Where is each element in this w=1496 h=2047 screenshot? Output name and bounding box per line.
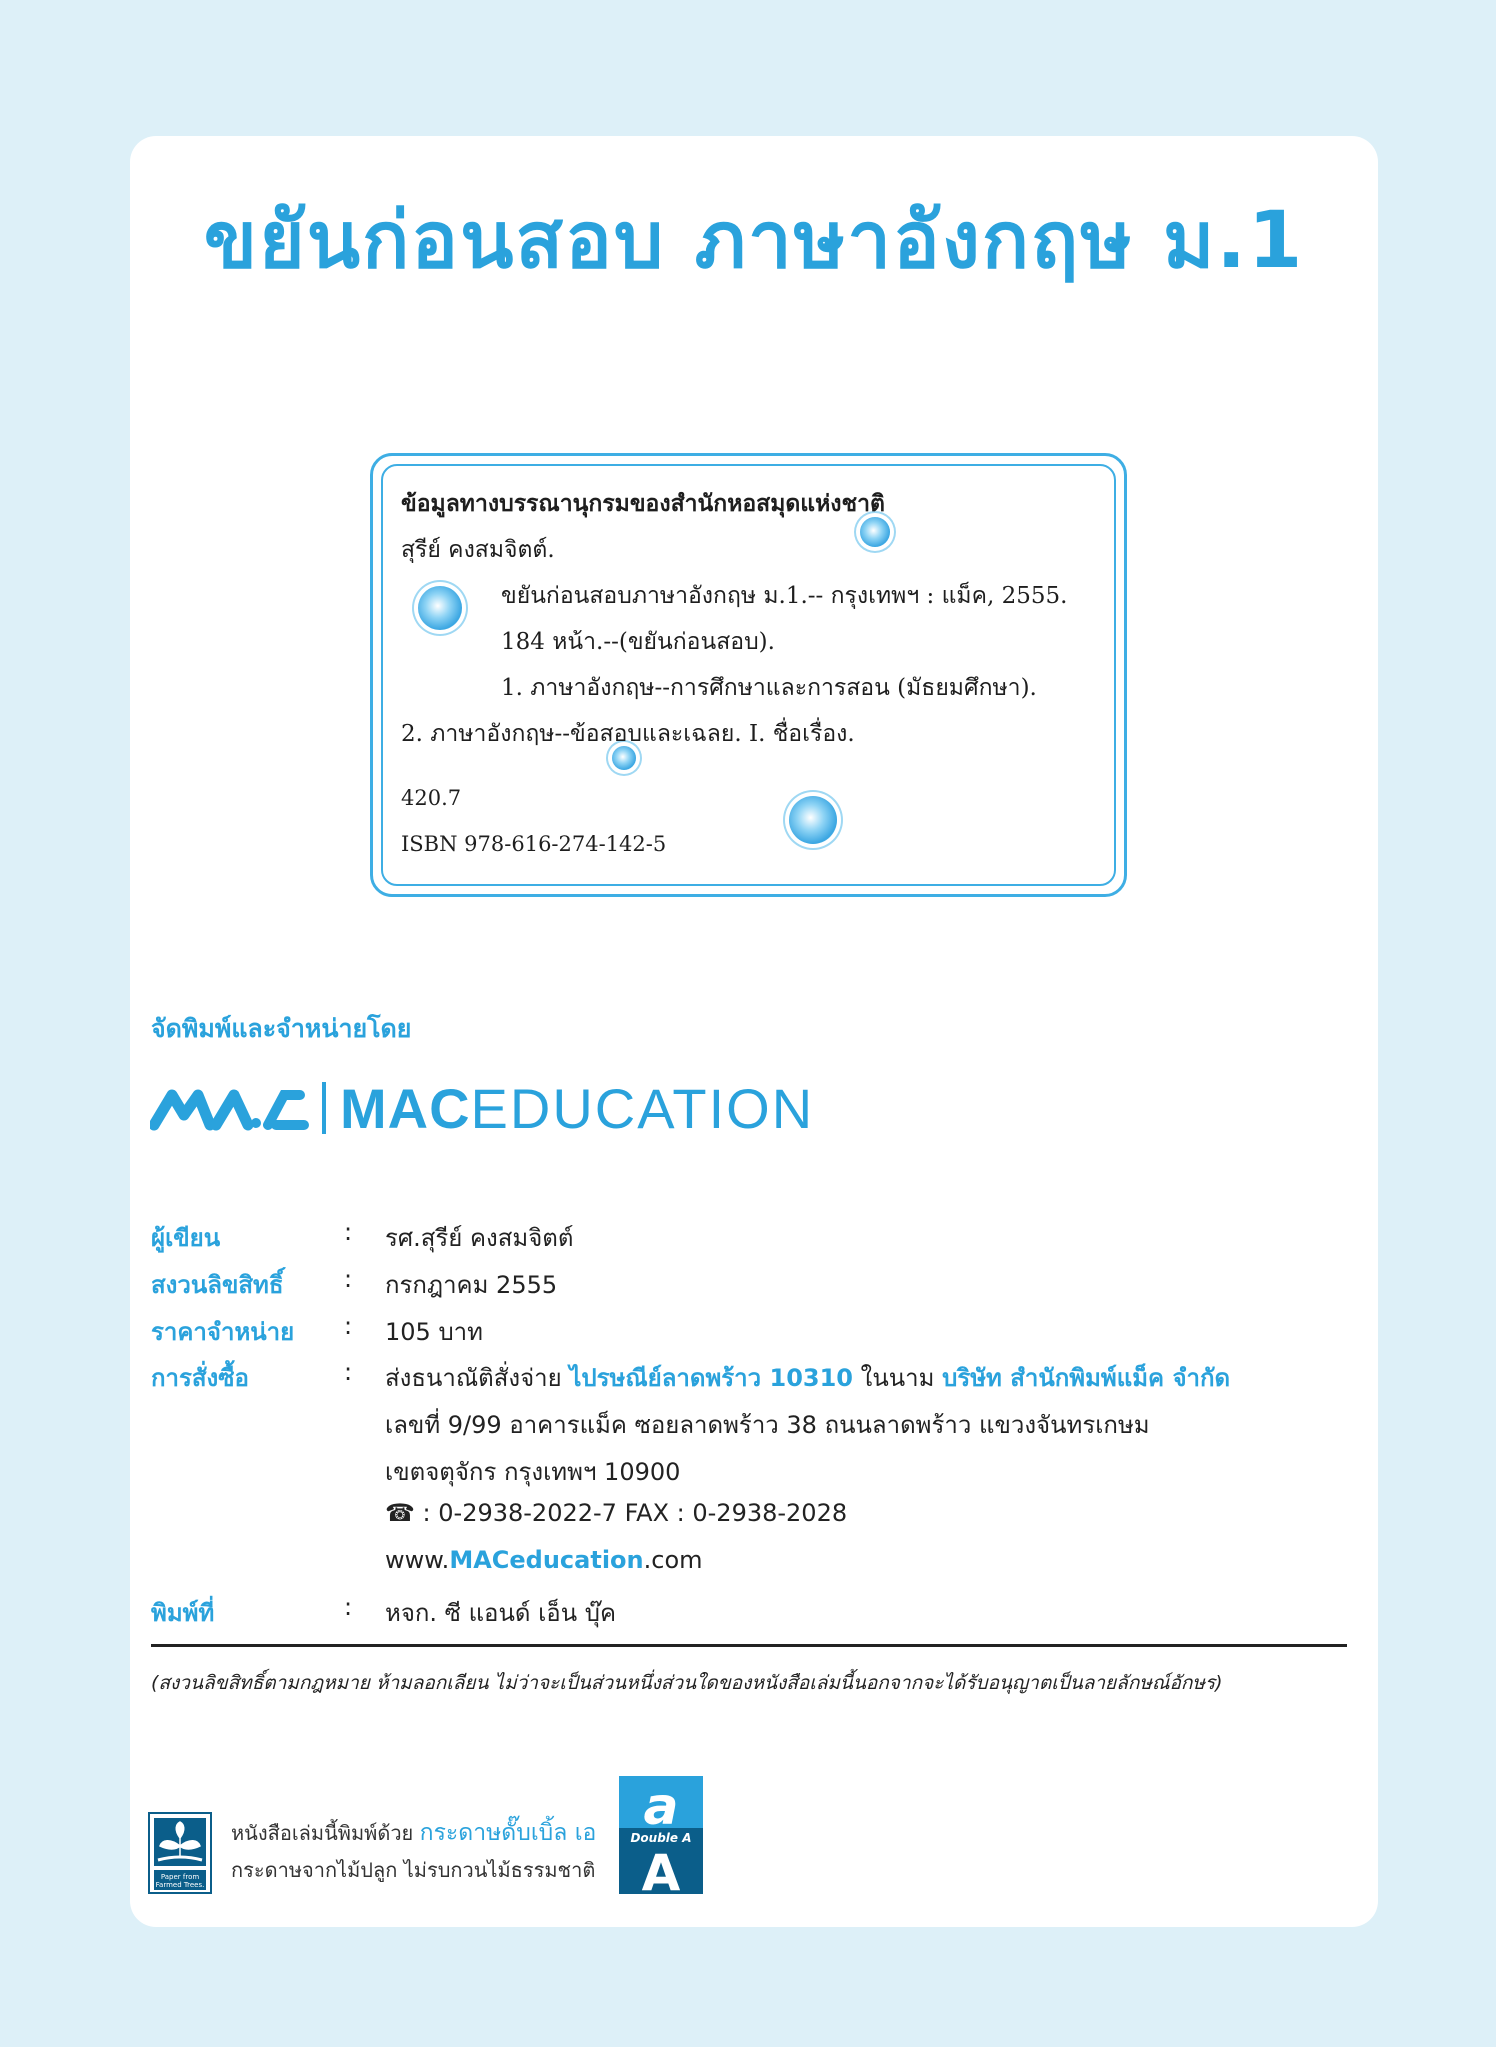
web-suffix: .com [643,1546,703,1574]
cip-pages-line: 184 หน้า.--(ขยันก่อนสอบ). [501,629,775,655]
address-line-2: เขตจตุจักร กรุงเทพฯ 10900 [385,1458,681,1486]
order-post-office: ไปรษณีย์ลาดพร้าว 10310 [569,1364,853,1392]
logo-mac-text: MAC [340,1076,471,1140]
bubble-decoration [418,586,462,630]
phone-icon: ☎ [385,1499,415,1527]
bubble-decoration [789,796,837,844]
divider [151,1644,1347,1647]
order-label: การสั่งซื้อ [151,1364,249,1392]
paper-prefix: หนังสือเล่มนี้พิมพ์ด้วย [231,1821,414,1845]
cip-isbn: ISBN 978-616-274-142-5 [401,832,667,856]
phone-line [385,1499,847,1527]
cip-box [370,453,1127,897]
web-prefix: www. [385,1546,450,1574]
copyright-value: กรกฎาคม 2555 [385,1271,558,1299]
mac-education-logo [150,1073,814,1143]
order-in-name: ในนาม [860,1364,935,1392]
cip-author: สุรีย์ คงสมจิตต์. [401,537,555,563]
copyright-notice: (สงวนลิขสิทธิ์ตามกฎหมาย ห้ามลอกเลียน ไม่ว่าจะเป็นส่วนหนึ่งส่วนใดของหนังสือเล่มนี้นอกจากจะได้รับอนุญาตเป็นลายลักษณ์อักษร) [151,1672,1223,1694]
author-label: ผู้เขียน [151,1224,221,1252]
cip-heading: ข้อมูลทางบรรณานุกรมของสำนักหอสมุดแห่งชาติ [401,490,885,517]
book-title: ขยันก่อนสอบ ภาษาอังกฤษ ม.1 [203,196,1305,286]
price-value: 105 บาท [385,1318,483,1346]
colon: : [344,1265,353,1293]
svg-text:Farmed Trees.: Farmed Trees. [155,1881,205,1889]
farmed-trees-icon [148,1812,212,1894]
website-link[interactable] [385,1546,703,1574]
double-a-logo-icon [619,1776,703,1894]
colon: : [344,1218,353,1246]
paper-line [231,1815,596,1851]
price-label: ราคาจำหน่าย [151,1318,295,1346]
svg-text:Paper from: Paper from [160,1873,200,1881]
order-company: บริษัท สำนักพิมพ์แม็ค จำกัด [942,1364,1231,1392]
order-line [385,1358,1230,1397]
colon: : [344,1593,353,1621]
address-line-1: เลขที่ 9/99 อาคารแม็ค ซอยลาดพร้าว 38 ถนนลาดพร้าว แขวงจันทรเกษม [385,1411,1150,1439]
svg-text:A: A [641,1844,681,1894]
paper-note: กระดาษจากไม้ปลูก ไม่รบกวนไม้ธรรมชาติ [231,1858,596,1882]
colon: : [344,1312,353,1340]
logo-separator [322,1082,326,1134]
cip-subject-2: 2. ภาษาอังกฤษ--ข้อสอบและเฉลย. I. ชื่อเรื่อง. [401,721,855,747]
svg-text:Double A: Double A [630,1831,692,1845]
printer-value: หจก. ซี แอนด์ เอ็น บุ๊ค [385,1599,617,1627]
colon: : [344,1358,353,1386]
cip-subject-1: 1. ภาษาอังกฤษ--การศึกษาและการสอน (มัธยมศึกษา). [501,675,1037,701]
publisher-label: จัดพิมพ์และจำหน่ายโดย [151,1014,412,1043]
web-brand: MACeducation [449,1546,644,1574]
svg-text:a: a [643,1777,679,1837]
page-card [130,136,1378,1927]
order-prefix: ส่งธนาณัติสั่งจ่าย [385,1364,562,1392]
author-value: รศ.สุรีย์ คงสมจิตต์ [385,1224,574,1252]
cip-class-number: 420.7 [401,786,462,810]
cip-title-line: ขยันก่อนสอบภาษาอังกฤษ ม.1.-- กรุงเทพฯ : แม็ค, 2555. [501,583,1068,609]
phone-fax: : 0-2938-2022-7 FAX : 0-2938-2028 [422,1499,848,1527]
logo-education-text: EDUCATION [470,1076,815,1140]
copyright-label: สงวนลิขสิทธิ์ [151,1271,284,1299]
paper-brand: กระดาษดั๊บเบิ้ล เอ [419,1820,597,1846]
printer-label: พิมพ์ที่ [151,1599,215,1627]
mac-logo-mark-icon [150,1085,310,1131]
